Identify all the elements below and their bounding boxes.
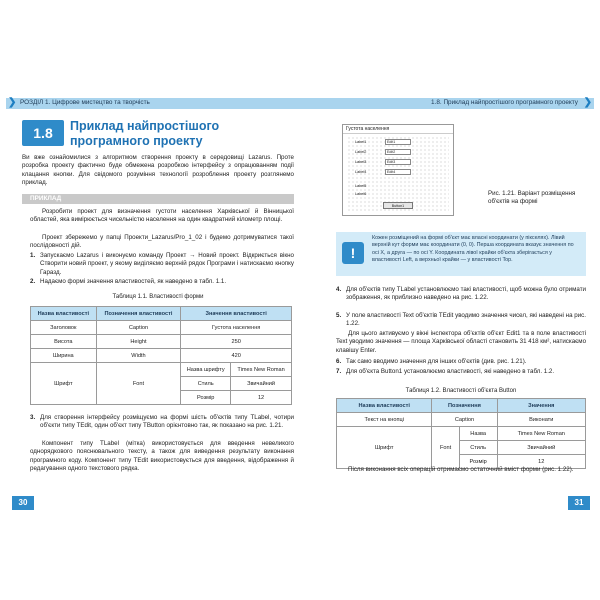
info-icon: ! [342, 242, 364, 264]
example-paragraph-3: Компонент типу TLabel (мітка) використовується для введення невеликого однорядкового пояснювального тексту, а також для виведення результату виконання програмного коду. Компонент типу TEdit використовується для введення, відображення й редагування одного текстового рядка. [30, 440, 294, 472]
step-1: 1. Запускаємо Lazarus і виконуємо команду Проект → Новий проект. Відкриється вікно Створити новий проект, у якому виділяємо верхній рядок Програми і натискаємо кнопку Гаразд. [30, 252, 294, 276]
example-paragraph-1: Розробити проект для визначення густоти населення Харківської й Вінницької областей, яка вимірюється чисельністю населення на один квадратний кілометр площі. [30, 208, 294, 224]
table-header: Позначення [432, 399, 497, 413]
form-label: Label2 [355, 150, 367, 154]
table-row: Шрифт Font Назва шрифту Times New Roman [31, 363, 292, 377]
form-edit[interactable]: Edit3 [385, 159, 411, 165]
page-number-right: 31 [568, 496, 590, 510]
section-number: 1.8 [22, 120, 64, 146]
section-title: Приклад найпростішого програмного проекту [70, 119, 220, 148]
step-4: 4. Для об'єктів типу TLabel установлюємо такі властивості, щоб можна було отримати зображення, як приблизно наведено на рис. 1.22. [336, 286, 586, 302]
form-design-grid [347, 136, 449, 212]
table-row: Заголовок Caption Густота населення [31, 321, 292, 335]
table-header: Значення властивості [181, 307, 292, 321]
table-row: Розмір 12 [337, 455, 586, 469]
form-edit[interactable]: Edit2 [385, 149, 411, 155]
table-header: Позначення властивості [96, 307, 181, 321]
form-label: Label3 [355, 160, 367, 164]
table-header: Назва властивості [337, 399, 432, 413]
form-title: Густота населення [343, 125, 453, 134]
table-header: Значення [497, 399, 586, 413]
chevron-right-icon: ❯ [583, 97, 592, 108]
page-header-bar [6, 98, 594, 109]
form-edit[interactable]: Edit1 [385, 139, 411, 145]
note-text: Кожен розміщений на формі об'єкт має власні координати (у пікселях). Лівий верхній кут форми має координати (0, 0). Перша координата вказує значення по осі X, а друга — по осі Y. Координата лівої крайки об'єкта зберігається у властивості Left, а верхньої крайки — у властивості Top. [372, 235, 574, 263]
step-7: 7. Для об'єкта Button1 установлюємо властивості, які наведено в табл. 1.2. [336, 368, 555, 375]
chevron-right-icon: ❯ [8, 97, 17, 108]
form-label: Label6 [355, 192, 367, 196]
form-label: Label5 [355, 184, 367, 188]
table-2-caption: Таблиця 1.2. Властивості об'єкта Button [405, 388, 517, 394]
step-6: 6. Так само вводимо значення для інших об'єктів (див. рис. 1.21). [336, 358, 527, 365]
form-edit[interactable]: Edit4 [385, 169, 411, 175]
table-row: Стиль Звичайний [337, 441, 586, 455]
table-1-caption: Таблиця 1.1. Властивості форми [112, 294, 204, 300]
table-row: Стиль Звичайний [31, 377, 292, 391]
table-row: Текст на кнопці Caption Виконати [337, 413, 586, 427]
table-row: Ширина Width 420 [31, 349, 292, 363]
right-paragraph: Для цього активуємо у вікні інспектора об'єктів об'єкт Edit1 та в поле властивості Text уводимо значення — площа Харківської області становить 31 418 км², натискаємо клавішу Enter. [336, 330, 587, 354]
table-row: Шрифт Font Назва Times New Roman [337, 427, 586, 441]
step-5: 5. У поле властивості Text об'єктів TEdit уводимо значення чисел, які наведені на рис. 1.22. [336, 312, 586, 328]
table-header: Назва властивості [31, 307, 97, 321]
form-preview-window [342, 124, 454, 216]
step-3: 3. Для створення інтерфейсу розміщуємо на формі шість об'єктів типу TLabel, чотири об'єкти типу TEdit, один об'єкт типу TButton орієнтовно так, як показано на рис. 1.21. [30, 414, 294, 430]
step-2: 2. Надаємо формі значення властивостей, як наведено в табл. 1.1. [30, 278, 227, 285]
header-right: 1.8. Приклад найпростішого програмного проекту [431, 99, 578, 106]
form-button[interactable]: Button1 [383, 202, 413, 209]
page-number-left: 30 [12, 496, 34, 510]
example-label: ПРИКЛАД [22, 194, 294, 204]
intro-paragraph: Ви вже ознайомилися з алгоритмом створення проекту в середовищі Lazarus. Проте розробка проекту фактично буде обмежена розробкою інтерфейсу з опрацюванням події клацання кнопки. Для свідомого розуміння технології розроблення проекту розглянемо приклад. [22, 154, 294, 186]
final-paragraph: Після виконання всіх операцій отримаємо остаточний вміст форми (рис. 1.22). [348, 466, 574, 473]
example-paragraph-2: Проект збережемо у папці Проекти_Lazarus/Pro_1_02 і будемо дотримуватися такої послідовності дій. [30, 234, 294, 250]
button-properties-table [336, 398, 586, 469]
note-box [336, 232, 586, 276]
table-row: Висота Height 250 [31, 335, 292, 349]
form-properties-table [30, 306, 292, 405]
form-label: Label1 [355, 140, 367, 144]
table-row: Розмір 12 [31, 391, 292, 405]
figure-caption: Рис. 1.21. Варіант розміщення об'єктів на формі [488, 190, 576, 206]
header-left: РОЗДІЛ 1. Цифрове мистецтво та творчість [20, 99, 150, 106]
form-label: Label4 [355, 170, 367, 174]
